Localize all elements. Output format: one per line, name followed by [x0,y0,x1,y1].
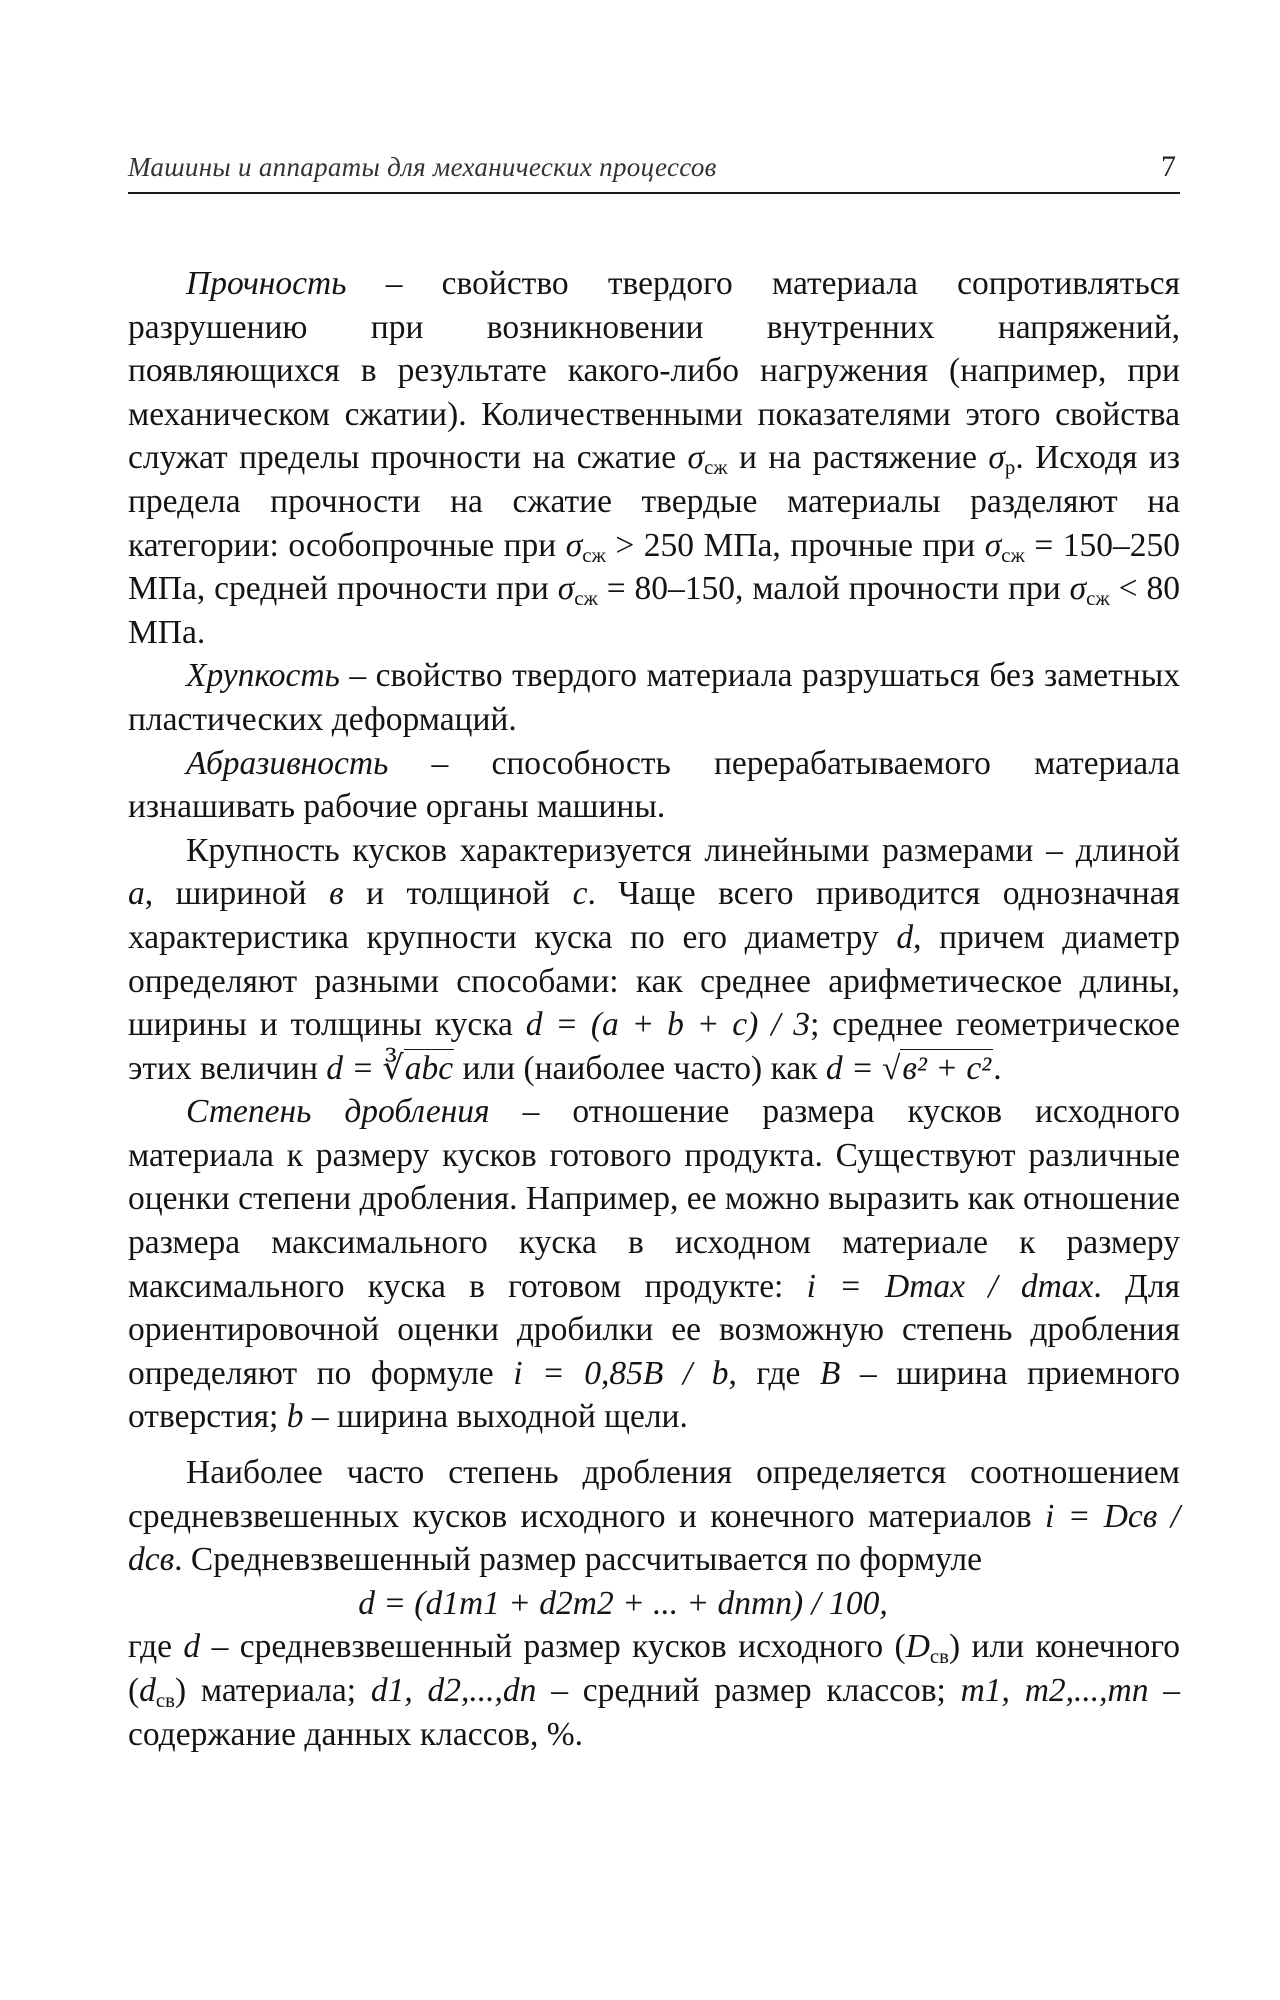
term-degree: Степень дробления [186,1093,490,1131]
formula-arith-mean: d = (a + b + c) / 3 [525,1006,811,1044]
paragraph-brittleness: Хрупкость – свойство твердого материала разрушаться без заметных пластических деформаций. [128,657,1180,738]
running-title: Машины и аппараты для механических процессов [128,152,717,182]
classes-m: m1, m2,...,mn [960,1672,1149,1709]
term-brittleness: Хрупкость [186,657,340,695]
formula-weighted: d = (d1m1 + d2m2 + ... + dnmn) / 100, [358,1584,888,1622]
term-abrasiveness: Абразивность [186,744,389,782]
formula-crusher: i = 0,85B / b [513,1354,729,1392]
paragraph-where: где d – средневзвешенный размер кусков исходного $(D_{св})$ или конечного $(d_{св})$ материала; d1, d2,...,dn – средний размер классов; m1, m2,...,mn – содержание данных классов, %. [128,1628,1180,1753]
paragraph-abrasiveness: Абразивность – способность перерабатываемого материала изнашивать рабочие органы машины. [128,744,1180,826]
formula-ratio-sv: i = Dсв / dсв [128,1497,1181,1579]
formula-quadratic: d = √в² + c² [825,1049,992,1087]
paragraph-weighted: Наиболее часто степень дробления определяется соотношением средневзвешенных кусков исходного и конечного материалов i = Dсв / dсв. Средневзвешенный размер рассчитывается по формуле [128,1454,1181,1579]
formula-geo-mean: d = ∛abc [326,1049,454,1087]
page-number: 7 [1161,150,1176,183]
paragraph-degree: Степень дробления – отношение размера кусков исходного материала к размеру кусков готового продукта. Существуют различные оценки степени дробления. Например, ее можно выразить как отношение размера максимального куска в исходном материале к размеру максимального куска в готовом продукте: i = Dmax / dmax. Для ориентировочной оценки дробилки ее возможную степень дробления определяют по формуле i = 0,85B / b, где B – ширина приемного отверстия; b – ширина выходной щели. [128,1093,1181,1436]
book-page [128,0,1180,2000]
classes-d: d1, d2,...,dn [370,1672,537,1709]
paragraph-gap [128,1439,1180,1451]
paragraph-strength: Прочность – свойство твердого материала сопротивляться разрушению при возникновении внутренних напряжений, появляющихся в результате какого-либо нагружения (например, при механическом сжатии). Количественными показателями этого свойства служат пределы прочности на сжатие $\sigma_{сж}$ и на растяжение $\sigma_р$. Исходя из предела прочности на сжатие твердые материалы разделяют на категории: особопрочные при $\sigma_{сж} > 250$ МПа, прочные при $\sigma_{сж} = 150-250$ МПа, средней прочности при $\sigma_{сж} = 80-150$, малой прочности при $\sigma_{сж} < 80$ МПа. [128,265,1181,651]
paragraph-size: Крупность кусков характеризуется линейными размерами – длиной a, шириной в и толщиной c. Чаще всего приводится однозначная характеристика крупности куска по его диаметру d, причем диаметр определяют разными способами: как среднее арифметическое длины, ширины и толщины куска d = (a + b + c) / 3; среднее геометрическое этих величин d = ∛abc или (наиболее часто) как d = √в² + c². [128,831,1180,1087]
formula-ratio-max: i = Dmax / dmax [806,1267,1094,1305]
body-text [128,262,1180,1756]
running-header [128,148,1180,194]
term-strength: Прочность [186,265,347,302]
